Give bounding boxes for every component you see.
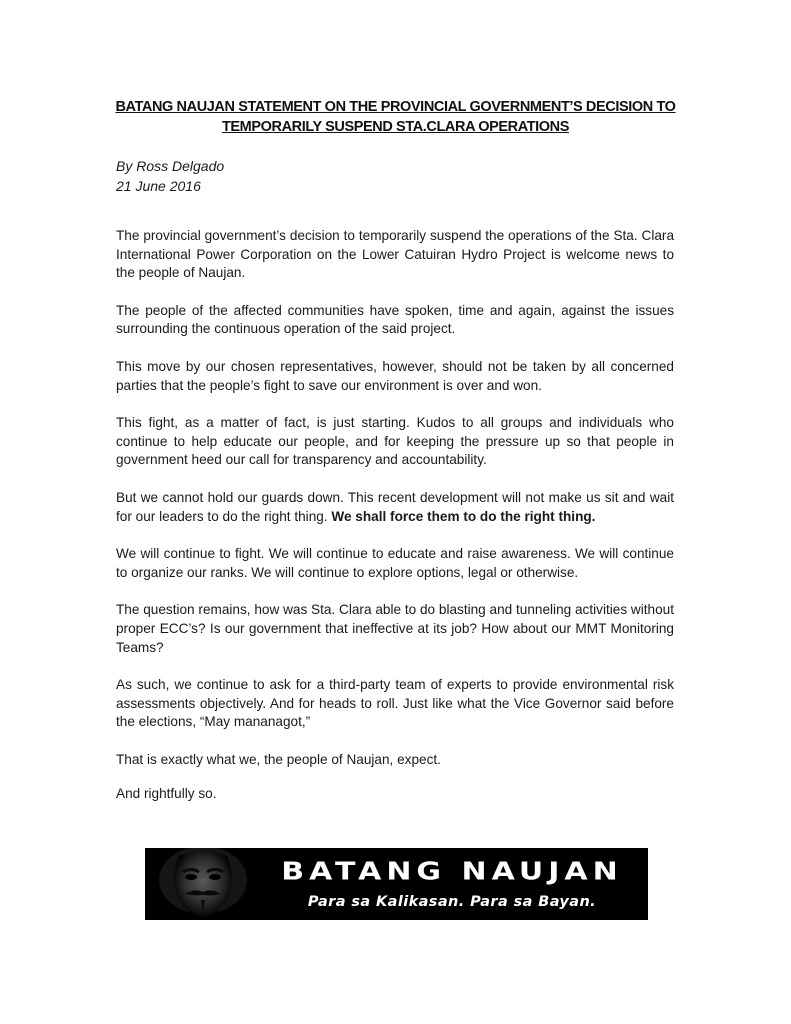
paragraph-1: The provincial government’s decision to temporarily suspend the operations of the Sta. Clara International Power Corporation on the Lower Catuiran Hydro Project is welcome news to the people of Naujan.	[116, 228, 674, 281]
batang-naujan-banner	[145, 848, 648, 920]
paragraph-8: As such, we continue to ask for a third-party team of experts to provide environmental risk assessments objectively. And for heads to roll. Just like what the Vice Governor said before the elections, “May mananagot,”	[116, 677, 674, 730]
paragraph-9: That is exactly what we, the people of Naujan, expect.	[116, 751, 441, 767]
author: By Ross Delgado	[116, 158, 225, 174]
paragraph-5-text: But we cannot hold our guards down. This recent development will not make us sit and wait for our leaders to do the right thing.	[116, 489, 674, 524]
brand-tagline: Para sa Kalikasan. Para sa Bayan.	[307, 894, 597, 910]
brand-name: BATANG NAUJAN	[281, 857, 623, 887]
paragraph-10: And rightfully so.	[116, 786, 217, 802]
title-line-2: TEMPORARILY SUSPEND STA.CLARA OPERATIONS	[221, 119, 570, 135]
paragraph-7: The question remains, how was Sta. Clara able to do blasting and tunneling activities without proper ECC’s? Is our government that ineffective at its job? How about our MMT Monitoring Teams?	[116, 602, 674, 655]
paragraph-4: This fight, as a matter of fact, is just starting. Kudos to all groups and individuals who continue to help educate our people, and for keeping the pressure up so that people in government heed our call for transparency and accountability.	[116, 415, 674, 468]
statement-body	[116, 227, 674, 823]
byline	[116, 156, 224, 196]
paragraph-3: This move by our chosen representatives, however, should not be taken by all concerned parties that the people’s fight to save our environment is over and won.	[116, 358, 674, 393]
paragraph-6: We will continue to fight. We will continue to educate and raise awareness. We will continue to organize our ranks. We will continue to explore options, legal or otherwise.	[116, 546, 674, 580]
emphasis-statement: We shall force them to do the right thing.	[331, 508, 596, 524]
document-title	[100, 97, 691, 137]
publish-date: 21 June 2016	[116, 178, 201, 194]
title-line-1: BATANG NAUJAN STATEMENT ON THE PROVINCIAL GOVERNMENT’S DECISION TO	[115, 99, 676, 115]
paragraph-5	[116, 489, 674, 526]
paragraph-2: The people of the affected communities have spoken, time and again, against the issues surrounding the continuous operation of the said project.	[116, 302, 674, 337]
guy-fawkes-mask-icon	[145, 848, 265, 920]
